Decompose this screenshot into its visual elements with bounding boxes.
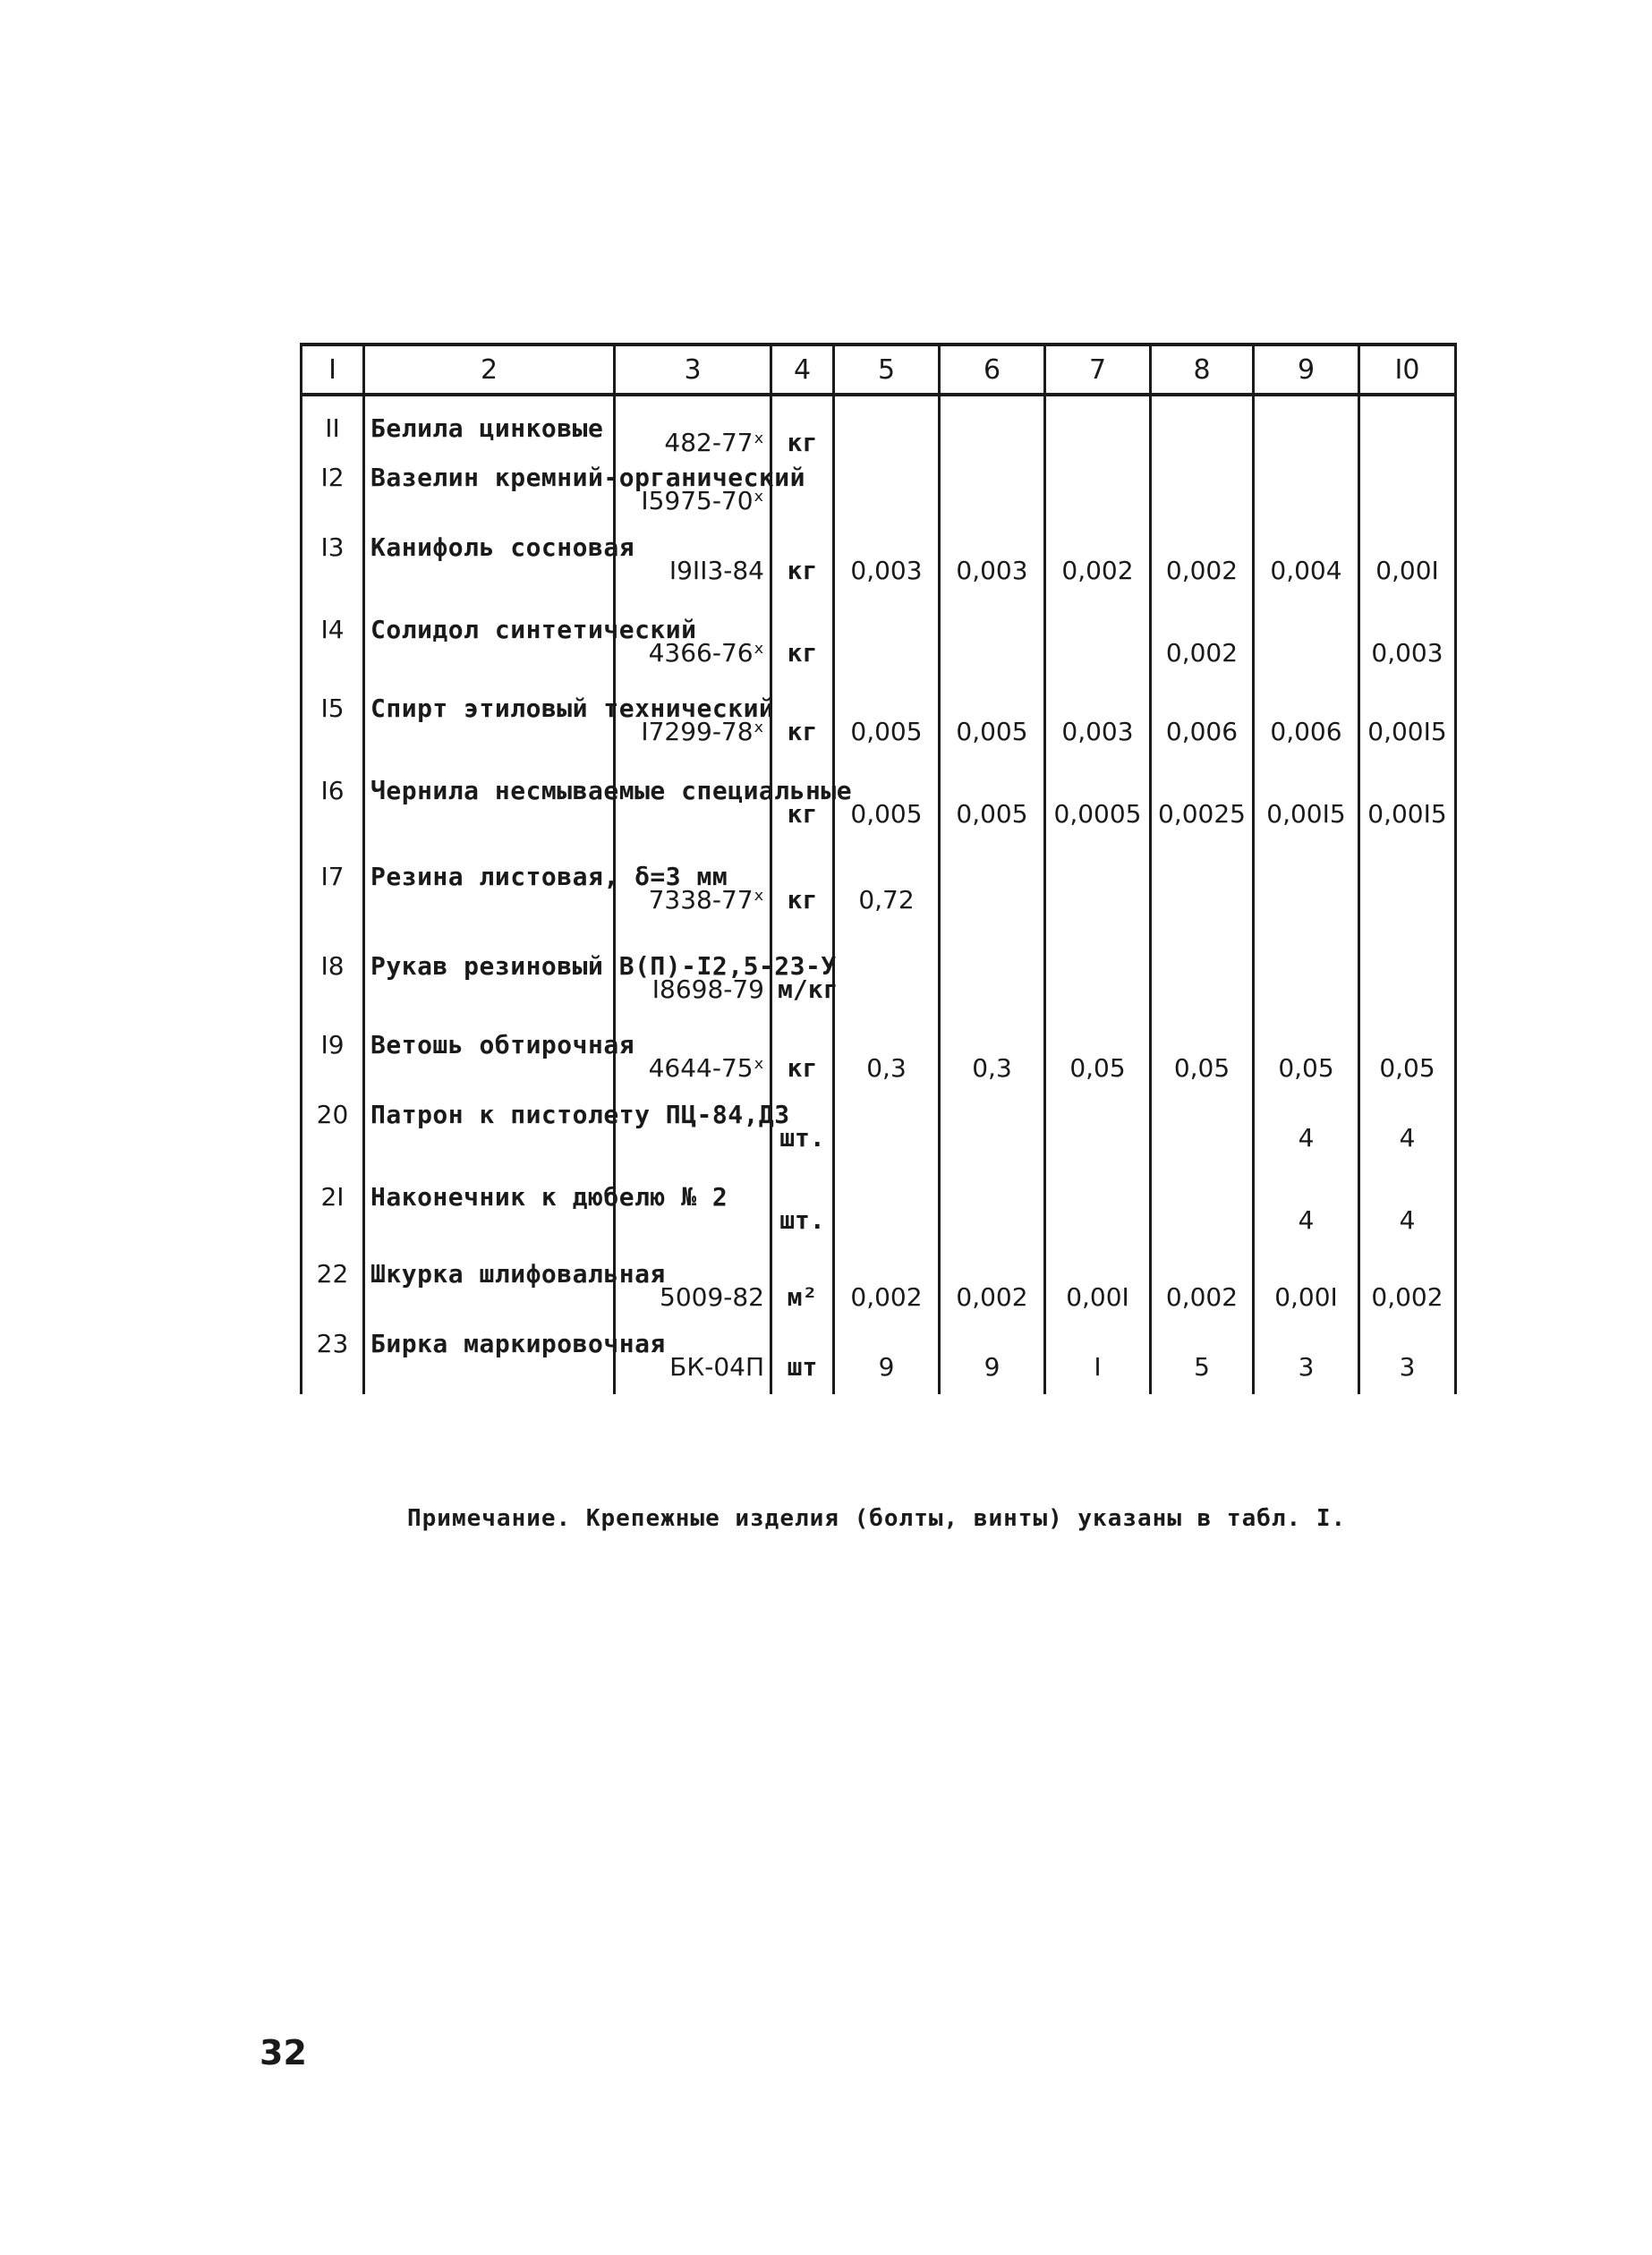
material-name-text: Бирка маркировочная [370,1329,666,1358]
value-col8: 0,006 [1151,685,1254,768]
value-col9: 0,00I [1254,1251,1359,1321]
material-name-text: Шкурка шлифовальная [370,1259,666,1289]
material-name-text: Вазелин кремний-органический [370,463,806,492]
value-col5 [834,943,940,1022]
value-col9: 4 [1254,1174,1359,1251]
value-col5: 9 [834,1321,940,1394]
value-col6: 0,005 [940,768,1045,854]
table-row [302,1251,1456,1321]
value-col8 [1151,1092,1254,1174]
row-number: I6 [302,768,364,854]
value-col10 [1359,455,1456,524]
value-col6 [940,455,1045,524]
value-col8 [1151,1174,1254,1251]
value-col5: 0,005 [834,768,940,854]
value-col6: 0,005 [940,685,1045,768]
material-name-text: Солидол синтетический [370,615,697,644]
value-col6: 0,003 [940,524,1045,607]
table-row [302,455,1456,524]
value-col9: 4 [1254,1092,1359,1174]
standard-code: 4644-75ˣ [615,1022,771,1092]
unit-of-measure: кг [771,768,834,854]
value-col10: 0,002 [1359,1251,1456,1321]
table-row [302,1174,1456,1251]
value-col6: 0,002 [940,1251,1045,1321]
material-name-text: Спирт этиловый технический [370,694,775,723]
row-number: I8 [302,943,364,1022]
value-col10: 0,00I5 [1359,685,1456,768]
value-col10 [1359,943,1456,1022]
value-col5: 0,003 [834,524,940,607]
value-col7 [1045,1174,1151,1251]
value-col8 [1151,395,1254,455]
value-col9: 3 [1254,1321,1359,1394]
unit-of-measure: кг [771,524,834,607]
unit-of-measure: шт. [771,1174,834,1251]
value-col9: 0,00I5 [1254,768,1359,854]
material-name-text: Белила цинковые [370,413,604,443]
materials-table [300,343,1457,1394]
col-header-1: I [302,345,364,395]
unit-of-measure: кг [771,685,834,768]
material-name [364,1251,666,1321]
row-number: I9 [302,1022,364,1092]
unit-of-measure: м² [771,1251,834,1321]
value-col10 [1359,395,1456,455]
unit-of-measure: шт [771,1321,834,1394]
value-col6 [940,1092,1045,1174]
value-col8: 0,05 [1151,1022,1254,1092]
unit-of-measure: кг [771,854,834,943]
col-header-3: 3 [615,345,771,395]
value-col8: 0,002 [1151,607,1254,685]
material-name-text: Ветошь обтирочная [370,1030,635,1059]
col-header-5: 5 [834,345,940,395]
value-col6 [940,1174,1045,1251]
value-col9 [1254,854,1359,943]
table-row [302,524,1456,607]
value-col10 [1359,854,1456,943]
material-name-text: Резина листовая, δ=3 мм [370,862,728,891]
value-col6 [940,607,1045,685]
value-col5 [834,1174,940,1251]
material-name-text: Канифоль сосновая [370,532,635,562]
value-col10: 0,00I [1359,524,1456,607]
unit-of-measure: м/кг [771,943,834,1022]
standard-code: I7299-78ˣ [615,685,771,768]
table-row [302,1321,1456,1394]
value-col7: 0,002 [1045,524,1151,607]
value-col7: 0,05 [1045,1022,1151,1092]
unit-of-measure: кг [771,1022,834,1092]
row-number: I7 [302,854,364,943]
value-col5 [834,1092,940,1174]
material-name [364,524,635,607]
value-col7 [1045,943,1151,1022]
value-col9: 0,006 [1254,685,1359,768]
row-number: I2 [302,455,364,524]
value-col7 [1045,607,1151,685]
material-name-text: Наконечник к дюбелю № 2 [370,1182,728,1212]
value-col5: 0,005 [834,685,940,768]
value-col5 [834,395,940,455]
value-col7 [1045,395,1151,455]
value-col7: 0,003 [1045,685,1151,768]
col-header-9: 9 [1254,345,1359,395]
standard-code: 5009-82 [615,1251,771,1321]
material-name [364,1174,728,1251]
col-header-8: 8 [1151,345,1254,395]
value-col10: 3 [1359,1321,1456,1394]
value-col5: 0,3 [834,1022,940,1092]
value-col10: 0,00I5 [1359,768,1456,854]
row-number: 23 [302,1321,364,1394]
row-number: I3 [302,524,364,607]
standard-code: 7338-77ˣ [615,854,771,943]
material-name [364,395,615,455]
value-col10: 4 [1359,1092,1456,1174]
table-row [302,685,1456,768]
value-col8: 0,002 [1151,524,1254,607]
col-header-2: 2 [364,345,615,395]
table-row [302,1022,1456,1092]
material-name [364,607,697,685]
row-number: 20 [302,1092,364,1174]
standard-code: БК-04П [615,1321,771,1394]
table-row [302,854,1456,943]
value-col6: 0,3 [940,1022,1045,1092]
table-row [302,607,1456,685]
unit-of-measure: шт. [771,1092,834,1174]
unit-of-measure: кг [771,395,834,455]
value-col6 [940,943,1045,1022]
col-header-10: I0 [1359,345,1456,395]
value-col8 [1151,455,1254,524]
value-col6 [940,854,1045,943]
value-col10: 0,003 [1359,607,1456,685]
value-col5 [834,607,940,685]
value-col9 [1254,455,1359,524]
value-col8 [1151,943,1254,1022]
material-name-text: Чернила несмываемые специальные [370,776,853,805]
value-col10: 0,05 [1359,1022,1456,1092]
table-row [302,395,1456,455]
value-col8: 0,0025 [1151,768,1254,854]
table-row [302,1092,1456,1174]
value-col5: 0,72 [834,854,940,943]
row-number: II [302,395,364,455]
material-name-text: Патрон к пистолету ПЦ-84,Д3 [370,1100,790,1129]
value-col8: 0,002 [1151,1251,1254,1321]
value-col9 [1254,395,1359,455]
material-name-text: Рукав резиновый В(П)-I2,5-23-У [370,951,837,981]
col-header-6: 6 [940,345,1045,395]
value-col6: 9 [940,1321,1045,1394]
table-row [302,943,1456,1022]
table-note: Примечание. Крепежные изделия (болты, винты) указаны в табл. I. [407,1505,1347,1532]
value-col7 [1045,455,1151,524]
value-col5 [834,455,940,524]
row-number: I4 [302,607,364,685]
standard-code: I9II3-84 [615,524,771,607]
page-number: 32 [260,2033,307,2072]
material-name [364,1321,666,1394]
value-col5: 0,002 [834,1251,940,1321]
value-col9: 0,05 [1254,1022,1359,1092]
col-header-7: 7 [1045,345,1151,395]
standard-code: 4366-76ˣ [615,607,771,685]
value-col7 [1045,854,1151,943]
value-col7: 0,0005 [1045,768,1151,854]
value-col10: 4 [1359,1174,1456,1251]
row-number: I5 [302,685,364,768]
col-header-4: 4 [771,345,834,395]
table-body [302,395,1456,1394]
material-name [364,1092,790,1174]
value-col8: 5 [1151,1321,1254,1394]
value-col8 [1151,854,1254,943]
row-number: 22 [302,1251,364,1321]
value-col6 [940,395,1045,455]
table-row [302,768,1456,854]
standard-code: I5975-70ˣ [615,455,771,524]
header-row [302,345,1456,395]
value-col9: 0,004 [1254,524,1359,607]
value-col7 [1045,1092,1151,1174]
value-col9 [1254,607,1359,685]
row-number: 2I [302,1174,364,1251]
unit-of-measure: кг [771,607,834,685]
value-col9 [1254,943,1359,1022]
value-col7: I [1045,1321,1151,1394]
standard-code: 482-77ˣ [615,395,771,455]
material-name [364,1022,635,1092]
standard-code: I8698-79 [615,943,771,1022]
value-col7: 0,00I [1045,1251,1151,1321]
